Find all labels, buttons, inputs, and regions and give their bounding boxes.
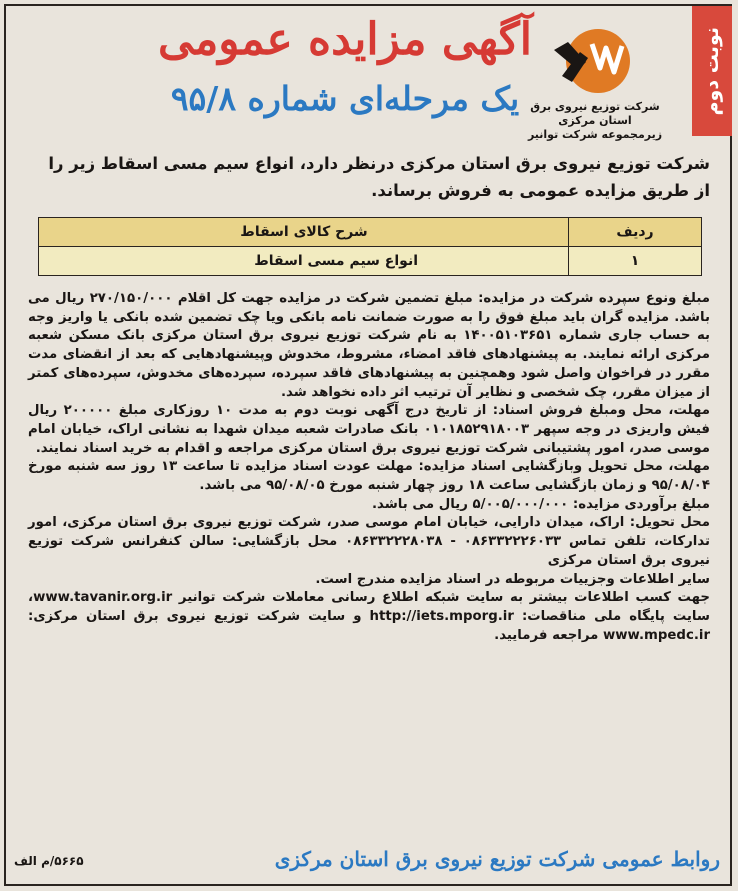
deposit-paragraph: مبلغ ونوع سپرده شرکت در مزایده: مبلغ تضمین شرکت در مزایده جهت کل اقلام ۲۷۰/۱۵۰/۰۰۰ ریال می باشد. مزایده گران باید مبلغ فوق را به صورت ضمانت نامه بانکی ویا چک تضمین شده بانکی یا واریز وجه به حساب جاری شماره ۱۴۰۰۵۱۰۳۶۵۱ به نام شرکت توزیع نیروی برق استان مرکزی بانک مسکن شعبه مرکزی ارائه نمایند. به پیشنهادهای فاقد امضاء، مشروط، مخدوش وپیشنهادهایی که بعد از انقضای مدت مقرر در فراخوان واصل شود وهمچنین به پیشنهادهای فاقد سپرده، سپرده‌های مخدوش، سپرده‌های کمتر از میزان مقرر، چک شخصی و نظایر آن ترتیب اثر داده نخواهد شد. xyxy=(28,291,710,400)
table-header-row xyxy=(39,218,702,247)
header-description: شرح کالای اسقاط xyxy=(39,218,569,247)
page-subtitle: یک مرحله‌ای شماره ۹۵/۸ xyxy=(170,79,520,118)
company-caption xyxy=(520,100,670,142)
ad-code: ۵۶۶۵/م الف xyxy=(14,854,84,868)
company-name: شرکت توزیع نیروی برق استان مرکزی xyxy=(530,100,660,127)
side-band xyxy=(692,6,732,136)
estimate-paragraph: مبلغ برآوردی مزایده: ۵/۰۰۵/۰۰۰/۰۰۰ ریال می باشد. xyxy=(372,496,710,512)
notice-body xyxy=(28,290,710,645)
intro-text: شرکت توزیع نیروی برق استان مرکزی درنظر دارد، انواع سیم مسی اسقاط زیر را از طریق مزایده عمومی به فروش برساند. xyxy=(48,154,710,200)
header-row-number: ردیف xyxy=(569,218,702,247)
row-number: ۱ xyxy=(569,247,702,276)
websites-paragraph: جهت کسب اطلاعات بیشتر به سایت شبکه اطلاع رسانی معاملات شرکت توانیر www.tavanir.org.ir، سایت پایگاه ملی مناقصات: http://iets.mporg.ir و سایت شرکت توزیع نیروی برق استان مرکزی: www.mpedc.ir مراجعه فرمایید. xyxy=(28,590,710,643)
page-title: آگهی مزایده عمومی xyxy=(158,14,532,65)
footer-signature: روابط عمومی شرکت توزیع نیروی برق استان مرکزی xyxy=(274,847,720,871)
deadline-paragraph: مهلت، محل تحویل وبازگشایی اسناد مزایده: مهلت عودت اسناد مزایده تا ساعت ۱۳ روز سه شنبه مورخ ۹۵/۰۸/۰۴ و زمان بازگشایی ساعت ۱۸ روز چهار شنبه مورخ ۹۵/۰۸/۰۵ می باشد. xyxy=(28,459,710,494)
table-row xyxy=(39,247,702,276)
side-label: نوبت دوم xyxy=(701,26,723,116)
items-table xyxy=(38,217,702,276)
details-paragraph: سایر اطلاعات وجزییات مربوطه در اسناد مزایده مندرج است. xyxy=(315,571,710,587)
document-sale-paragraph: مهلت، محل ومبلغ فروش اسناد: از تاریخ درج آگهی نوبت دوم به مدت ۱۰ روزکاری مبلغ ۲۰۰۰۰۰ ریال فیش واریزی در وجه سپهر ۰۱۰۱۸۵۲۹۱۸۰۰۳ بانک صادرات شعبه میدان شهدا به نشانی اراک، خیابان امام موسی صدر، امور پشتیبانی شرکت توزیع نیروی برق استان مرکزی مراجعه و اقدام به خرید اسناد نمایند. xyxy=(28,403,710,456)
company-logo-icon xyxy=(548,26,632,96)
row-description: انواع سیم مسی اسقاط xyxy=(39,247,569,276)
delivery-paragraph: محل تحویل: اراک، میدان دارایی، خیابان امام موسی صدر، شرکت توزیع نیروی برق استان مرکزی، امور تدارکات، تلفن تماس ۰۸۶۳۳۲۲۲۶۰۳۳ - ۰۸۶۳۳۲۲۲۸۰۳۸ محل بازگشایی: سالن کنفرانس شرکت توزیع نیروی برق استان مرکزی xyxy=(28,515,710,568)
company-affiliation: زیرمجموعه شرکت توانیر xyxy=(527,128,663,141)
